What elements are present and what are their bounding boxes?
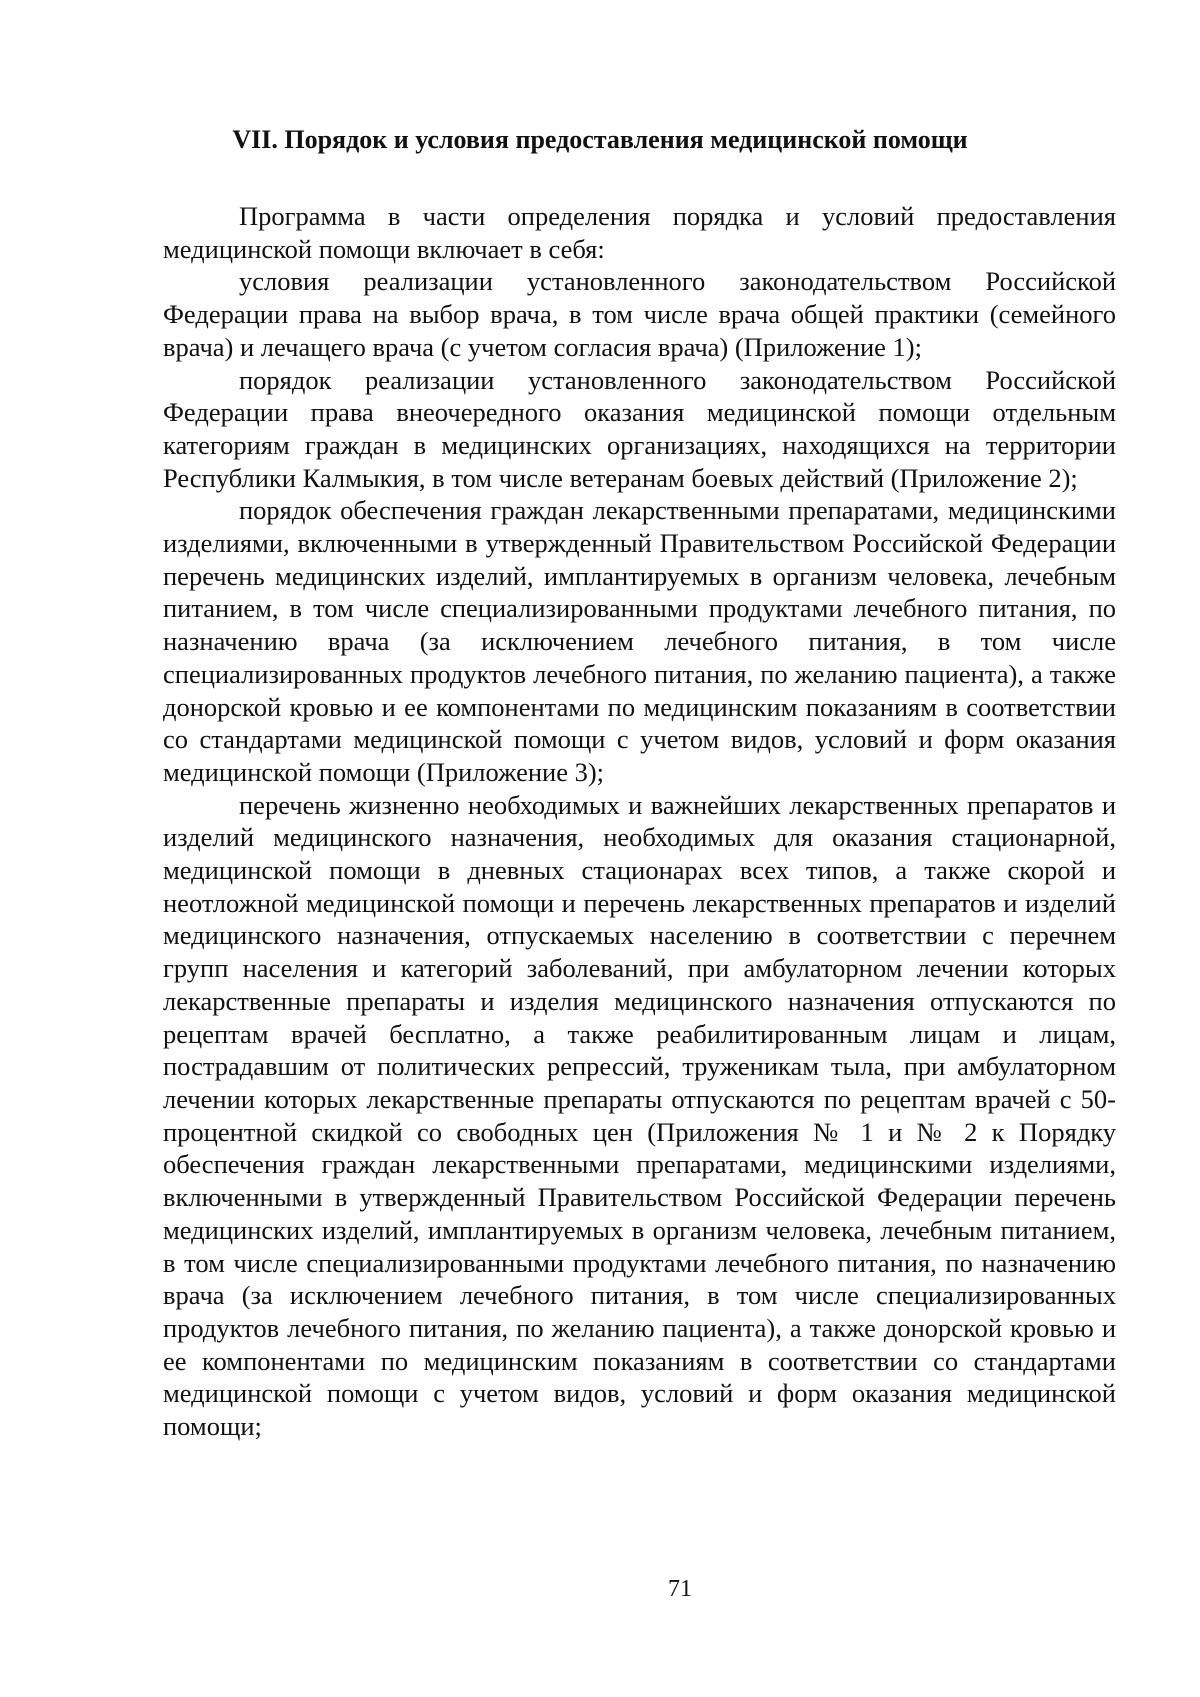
paragraph-choice-of-doctor: условия реализации установленного законодательством Российской Федерации права на выбор врача, в том числе врача общей практики (семейного врача) и лечащего врача (с учетом согласия врача) (Приложение 1); xyxy=(163,266,1116,362)
paragraph-intro: Программа в части определения порядка и условий предоставления медицинской помощи включает в себя: xyxy=(163,201,1116,264)
paragraph-drug-provision: порядок обеспечения граждан лекарственными препаратами, медицинскими изделиями, включенными в утвержденный Правительством Российской Федерации перечень медицинских изделий, имплантируемых в организм человека, лечебным питанием, в том числе специализированными продуктами лечебного питания, по назначению врача (за исключением лечебного питания, в том числе специализированных продуктов лечебного питания, по желанию пациента), а также донорской кровью и ее компонентами по медицинским показаниям в соответствии со стандартами медицинской помощи с учетом видов, условий и форм оказания медицинской помощи (Приложение 3); xyxy=(163,495,1116,787)
section-heading: VII. Порядок и условия предоставления медицинской помощи xyxy=(232,125,968,154)
paragraph-priority-care: порядок реализации установленного законодательством Российской Федерации права внеочередного оказания медицинской помощи отдельным категориям граждан в медицинских организациях, находящихся на территории Республики Калмыкия, в том числе ветеранам боевых действий (Приложение 2); xyxy=(163,364,1116,493)
page-number: 71 xyxy=(668,1576,692,1602)
paragraph-essential-drugs-list: перечень жизненно необходимых и важнейших лекарственных препаратов и изделий медицинского назначения, необходимых для оказания стационарной, медицинской помощи в дневных стационарах всех типов, а также скорой и неотложной медицинской помощи и перечень лекарственных препаратов и изделий медицинского назначения, отпускаемых населению в соответствии с перечнем групп населения и категорий заболеваний, при амбулаторном лечении которых лекарственные препараты и изделия медицинского назначения отпускаются по рецептам врачей бесплатно, а также реабилитированным лицам и лицам, пострадавшим от политических репрессий, труженикам тыла, при амбулаторном лечении которых лекарственные препараты отпускаются по рецептам врачей с 50-процентной скидкой со свободных цен (Приложения № 1 и № 2 к Порядку обеспечения граждан лекарственными препаратами, медицинскими изделиями, включенными в утвержденный Правительством Российской Федерации перечень медицинских изделий, имплантируемых в организм человека, лечебным питанием, в том числе специализированными продуктами лечебного питания, по назначению врача (за исключением лечебного питания, в том числе специализированных продуктов лечебного питания, по желанию пациента), а также донорской кровью и ее компонентами по медицинским показаниям в соответствии со стандартами медицинской помощи с учетом видов, условий и форм оказания медицинской помощи; xyxy=(163,789,1116,1442)
document-body xyxy=(163,200,1116,1443)
